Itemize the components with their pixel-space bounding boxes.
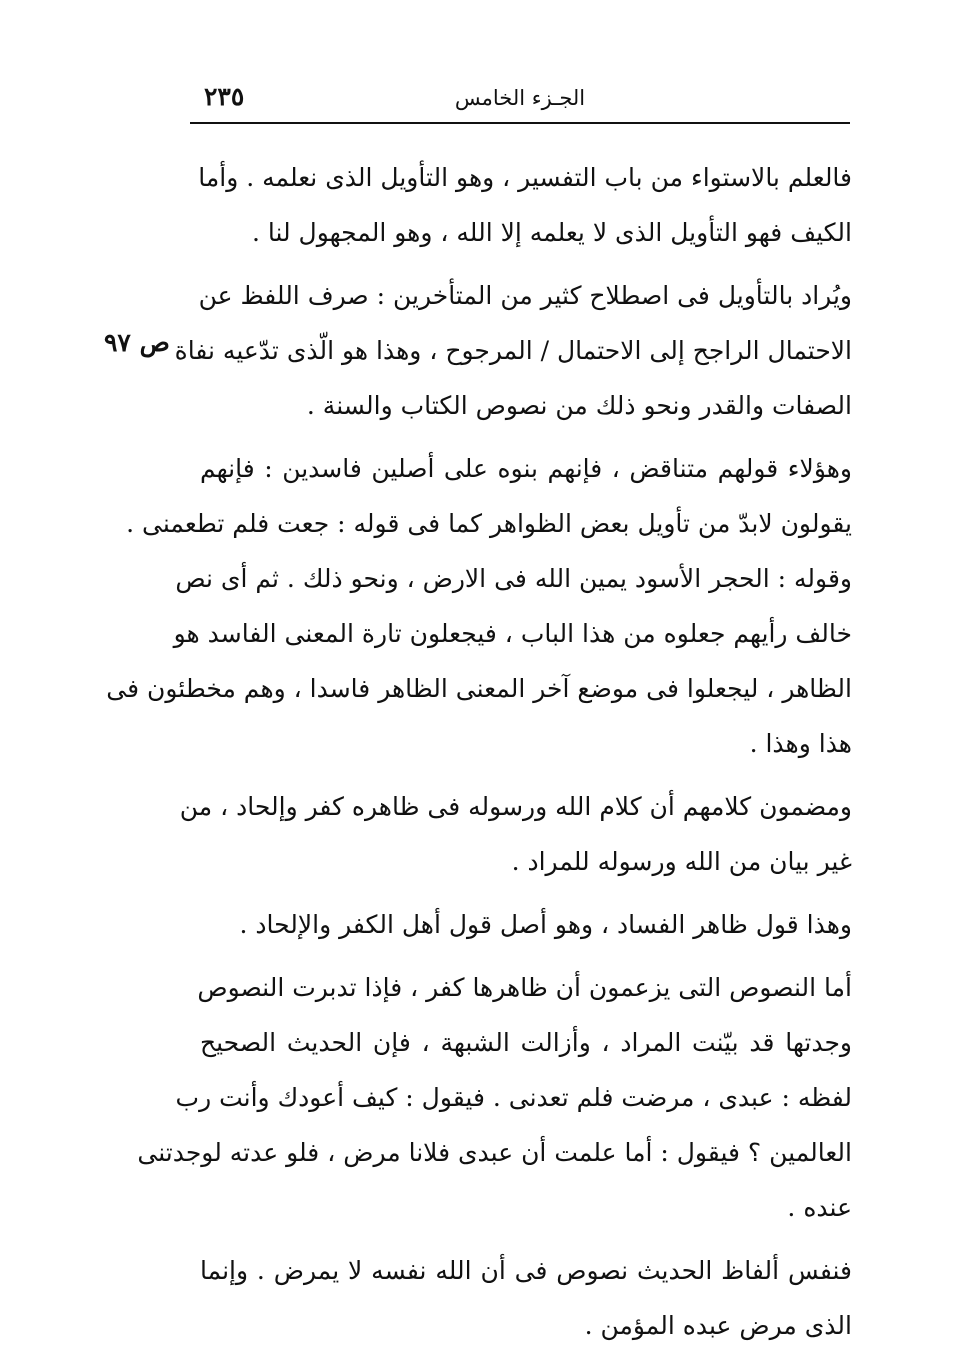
paragraph (200, 897, 852, 952)
text-line: يقولون لابدّ من تأويل بعض الظواهر كما فى قوله : جعت فلم تطعمنى . (126, 509, 852, 538)
text-line: الذى مرض عبده المؤمن . (584, 1311, 852, 1340)
paragraph (179, 779, 852, 889)
text-line: وقوله : الحجر الأسود يمين الله فى الارض ، ونحو ذلك . ثم أى نص (175, 564, 852, 593)
text-line: العالمين ؟ فيقول : أما علمت أن عبدى فلانا مرض ، فلو عدته لوجدتنى (137, 1138, 852, 1167)
text-line: الظاهر ، ليجعلوا فى موضع آخر المعنى الظاهر فاسدا ، وهم مخطئون فى (106, 674, 852, 703)
paragraph (106, 441, 852, 771)
text-line: وهؤلاء قولهم متناقض ، فإنهم بنوه على أصلين فاسدين : فإنهم (200, 454, 852, 483)
text-line: غير بيان من الله ورسوله للمراد . (511, 847, 852, 876)
paragraph-gap (200, 260, 852, 268)
text-line: خالف رأيهم جعلوه من هذا الباب ، فيجعلون تارة المعنى الفاسد هو (173, 619, 852, 648)
paragraph-gap (200, 771, 852, 779)
header-rule (190, 122, 850, 124)
running-title: الجـزء الخامس (454, 86, 586, 110)
paragraph (174, 268, 852, 433)
text-line: ويُراد بالتأويل فى اصطلاح كثير من المتأخرين : صرف اللفظ عن (198, 281, 852, 310)
text-line: وهذا قول ظاهر الفساد ، وهو أصل قول أهل الكفر والإلحاد . (239, 910, 852, 939)
paragraph-gap (200, 952, 852, 960)
text-line: فنفس ألفاظ الحديث نصوص فى أن الله نفسه لا يمرض . وإنما (200, 1256, 852, 1285)
paragraph-gap (200, 433, 852, 441)
text-line: الاحتمال الراجح إلى الاحتمال / المرجوح ، وهذا هو الّذى تدّعيه نفاة (174, 336, 852, 365)
paragraph (200, 1243, 852, 1353)
text-line: لفظه : عبدى ، مرضت فلم تعدنى . فيقول : كيف أعودك وأنت رب (175, 1083, 852, 1112)
text-line: الكيف فهو التأويل الذى لا يعلمه إلا الله ، وهو المجهول لنا . (251, 218, 852, 247)
page-header (190, 78, 850, 124)
text-line: ومضمون كلامهم أن كلام الله ورسوله فى ظاهره كفر وإلحاد ، من (179, 792, 852, 821)
text-line: فالعلم بالاستواء من باب التفسير ، وهو التأويل الذى نعلمه . وأما (198, 163, 852, 192)
text-line: عنده . (787, 1193, 852, 1222)
page-number: ٢٣٥ (204, 82, 245, 111)
text-line: وجدتها قد بيّنت المراد ، وأزالت الشبهة ، فإن الحديث الصحيح (200, 1028, 852, 1057)
margin-page-reference: ص ٩٧ (104, 328, 170, 357)
paragraph (200, 150, 852, 260)
text-line: هذا وهذا . (749, 729, 852, 758)
paragraph (137, 960, 852, 1235)
text-line: أما النصوص التى يزعمون أن ظاهرها كفر ، فإذا تدبرت النصوص (197, 973, 852, 1002)
text-line: الصفات والقدر ونحو ذلك من نصوص الكتاب والسنة . (306, 391, 852, 420)
paragraph-gap (200, 1235, 852, 1243)
paragraph-gap (200, 889, 852, 897)
